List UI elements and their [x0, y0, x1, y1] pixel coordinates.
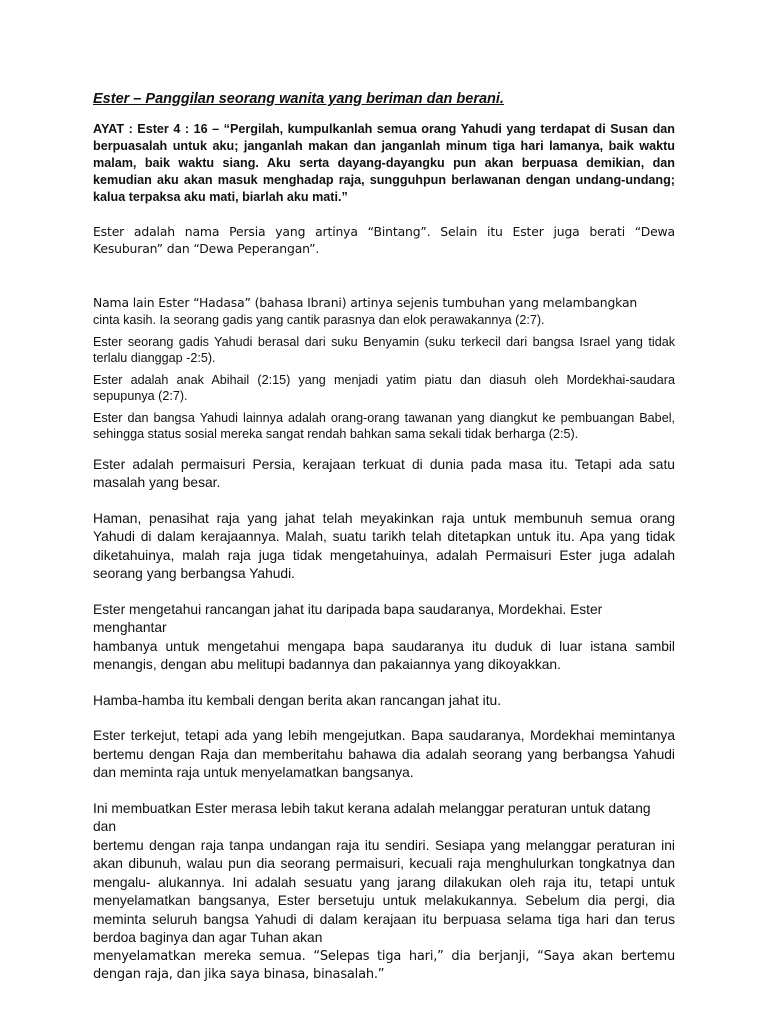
paragraph-fear-end: menyelamatkan mereka semua. “Selepas tiga hari,” dia berjanji, “Saya akan bertemu dengan raja, dan jika saya binasa, binasalah.”: [93, 948, 675, 982]
paragraph-hadasa-line2: cinta kasih. Ia seorang gadis yang cantik parasnya dan elok perawakannya (2:7).: [93, 312, 545, 327]
paragraph-fear-line1: Ini membuatkan Ester merasa lebih takut kerana adalah melanggar peraturan untuk datang dan: [93, 800, 651, 834]
paragraph-shocked: Ester terkejut, tetapi ada yang lebih mengejutkan. Bapa saudaranya, Mordekhai memintanya bertemu dengan Raja dan memberitahu bahawa dia adalah seorang yang berbangsa Yahudi dan meminta raja untuk menyelamatkan bangsanya.: [93, 728, 675, 780]
document-title: Ester – Panggilan seorang wanita yang beriman dan berani.: [93, 91, 504, 107]
paragraph-benjamin: Ester seorang gadis Yahudi berasal dari suku Benyamin (suku terkecil dari bangsa Israel yang tidak terlalu dianggap -2:5).: [93, 334, 675, 365]
paragraph-haman: Haman, penasihat raja yang jahat telah meyakinkan raja untuk membunuh semua orang Yahudi di dalam kerajaannya. Malah, suatu tarikh telah ditetapkan untuk itu. Apa yang tidak diketahuinya, malah raja juga tidak mengetahuinya, adalah Permaisuri Ester juga adalah seorang yang berbangsa Yahudi.: [93, 510, 675, 581]
paragraph-captivity: Ester dan bangsa Yahudi lainnya adalah orang-orang tawanan yang diangkut ke pembuangan Babel, sehingga status sosial mereka sangat rendah bahkan sama sekali tidak berharga (2:5).: [93, 410, 675, 441]
paragraph-servants: Hamba-hamba itu kembali dengan berita akan rancangan jahat itu.: [93, 692, 502, 708]
paragraph-abihail: Ester adalah anak Abihail (2:15) yang menjadi yatim piatu dan diasuh oleh Mordekhai-saudara sepupunya (2:7).: [93, 372, 675, 403]
paragraph-fear-body: bertemu dengan raja tanpa undangan raja itu sendiri. Sesiapa yang melanggar peraturan ini akan dibunuh, walau pun dia seorang permaisuri, kecuali raja menghulurkan tongkatnya dan mengalu- alukannya. Ini adalah sesuatu yang jarang dilakukan oleh raja itu, tetapi untuk menyelamatkan bangsanya, Ester bersetuju untuk melakukannya. Sebelum dia pergi, dia meminta seluruh bangsa Yahudi di dalam kerajaan itu berpuasa selama tiga hari dan terus berdoa baginya dan agar Tuhan akan: [93, 837, 675, 945]
paragraph-name-meaning: Ester adalah nama Persia yang artinya “Bintang”. Selain itu Ester juga berati “Dewa Kesuburan” dan “Dewa Peperangan”.: [93, 224, 675, 256]
paragraph-mordecai-line2: hambanya untuk mengetahui mengapa bapa saudaranya itu duduk di luar istana sambil menangis, dengan abu melitupi badannya dan pakaiannya yang dikoyakkan.: [93, 638, 675, 672]
paragraph-hadasa-line1: Nama lain Ester “Hadasa” (bahasa Ibrani) artinya sejenis tumbuhan yang melambangkan: [93, 295, 638, 310]
document-page: [93, 90, 675, 985]
paragraph-mordecai-line1: Ester mengetahui rancangan jahat itu daripada bapa saudaranya, Mordekhai. Ester menghantar: [93, 601, 603, 635]
paragraph-queen: Ester adalah permaisuri Persia, kerajaan terkuat di dunia pada masa itu. Tetapi ada satu masalah yang besar.: [93, 456, 675, 490]
bible-verse: AYAT : Ester 4 : 16 – “Pergilah, kumpulkanlah semua orang Yahudi yang terdapat di Susan dan berpuasalah untuk aku; janganlah makan dan janganlah minum tiga hari lamanya, baik waktu malam, baik waktu siang. Aku serta dayang-dayangku pun akan berpuasa demikian, dan kemudian aku akan masuk menghadap raja, sungguhpun berlawanan dengan undang-undang; kalua terpaksa aku mati, biarlah aku mati.”: [93, 122, 675, 204]
